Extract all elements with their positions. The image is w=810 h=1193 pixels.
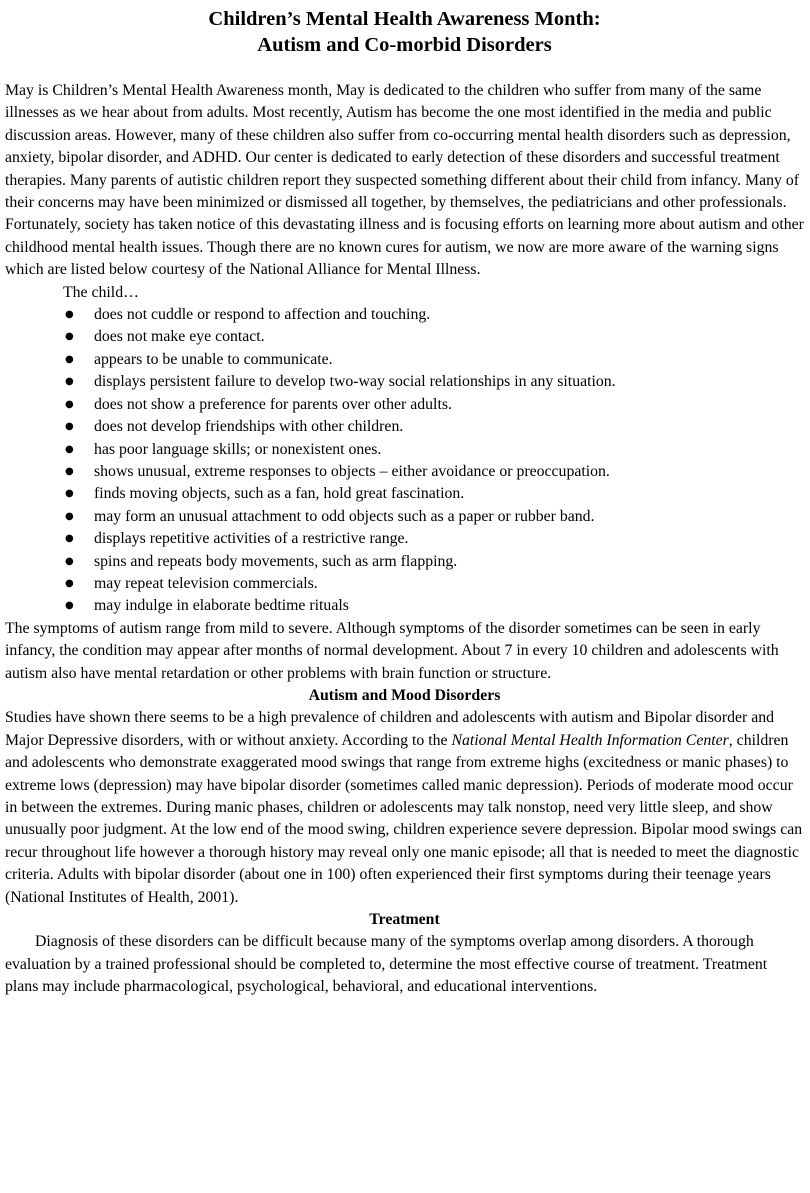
mood-text-part-1: Studies have shown there seems to be a high prevalence of children and adolescents with autism and Bipolar disorder and Major Depressive disorders, with or without anxiety. According to the bbox=[5, 709, 775, 749]
warning-sign-text: does not show a preference for parents over other adults. bbox=[94, 395, 452, 413]
warning-sign-text: spins and repeats body movements, such as arm flapping. bbox=[94, 552, 458, 570]
treatment-heading: Treatment bbox=[369, 911, 440, 929]
warning-sign-item bbox=[5, 551, 804, 573]
warning-sign-item bbox=[5, 349, 804, 371]
bullet-icon: ● bbox=[65, 533, 74, 545]
warning-sign-text: displays repetitive activities of a restrictive range. bbox=[94, 530, 409, 548]
warning-sign-text: may repeat television commercials. bbox=[94, 574, 318, 592]
bullet-icon: ● bbox=[65, 465, 74, 477]
bullet-icon: ● bbox=[65, 555, 74, 567]
bullet-icon: ● bbox=[65, 353, 74, 365]
warning-sign-item bbox=[5, 326, 804, 348]
warning-sign-text: does not make eye contact. bbox=[94, 328, 265, 346]
warning-sign-text: may indulge in elaborate bedtime rituals bbox=[94, 597, 349, 615]
warning-sign-text: displays persistent failure to develop two-way social relationships in any situation. bbox=[94, 373, 616, 391]
title-line-2: Autism and Co-morbid Disorders bbox=[257, 34, 552, 56]
mood-text-part-2: , children and adolescents who demonstrate exaggerated mood swings that range from extreme highs (excitedness or manic phases) to extreme lows (depression) may have bipolar disorder (sometimes called manic depression). Periods of moderate mood occur in between the extremes. During manic phases, children or adolescents may talk nonstop, need very little sleep, and show unusually poor judgment. At the low end of the mood swing, children experience severe depression. Bipolar mood swings can recur throughout life however a thorough history may reveal only one manic episode; all that is needed to meet the diagnostic criteria. Adults with bipolar disorder (about one in 100) often experienced their first symptoms during their teenage years (National Institutes of Health, 2001). bbox=[5, 731, 803, 906]
warning-signs-list bbox=[5, 304, 804, 618]
warning-sign-item bbox=[5, 416, 804, 438]
bullet-icon: ● bbox=[65, 398, 74, 410]
bullet-icon: ● bbox=[65, 421, 74, 433]
title-spacer bbox=[5, 58, 804, 80]
warning-sign-text: appears to be unable to communicate. bbox=[94, 350, 333, 368]
warning-sign-text: has poor language skills; or nonexistent ones. bbox=[94, 440, 382, 458]
bullet-icon: ● bbox=[65, 331, 74, 343]
treatment-paragraph: Diagnosis of these disorders can be difficult because many of the symptoms overlap among disorders. A thorough evaluation by a trained professional should be completed to, determine the most effective course of treatment. Treatment plans may include pharmacological, psychological, behavioral, and educational interventions. bbox=[5, 933, 768, 996]
mood-source-citation: National Mental Health Information Center bbox=[451, 731, 729, 749]
warning-sign-item bbox=[5, 461, 804, 483]
warning-sign-text: finds moving objects, such as a fan, hold great fascination. bbox=[94, 485, 465, 503]
bullet-icon: ● bbox=[65, 577, 74, 589]
bullet-icon: ● bbox=[65, 510, 74, 522]
bullet-icon: ● bbox=[65, 309, 74, 321]
bullet-icon: ● bbox=[65, 488, 74, 500]
mood-disorders-paragraph bbox=[5, 707, 804, 909]
warning-sign-item bbox=[5, 483, 804, 505]
mood-disorders-heading: Autism and Mood Disorders bbox=[308, 686, 501, 704]
symptoms-paragraph: The symptoms of autism range from mild to severe. Although symptoms of the disorder sometimes can be seen in early infancy, the condition may appear after months of normal development. About 7 in every 10 children and adolescents with autism also have mental retardation or other problems with brain function or structure. bbox=[5, 619, 779, 682]
warning-sign-item bbox=[5, 439, 804, 461]
bullet-icon: ● bbox=[65, 443, 74, 455]
list-lead: The child… bbox=[63, 283, 139, 301]
warning-sign-item bbox=[5, 595, 804, 617]
bullet-icon: ● bbox=[65, 600, 74, 612]
warning-sign-item bbox=[5, 394, 804, 416]
warning-sign-text: may form an unusual attachment to odd objects such as a paper or rubber band. bbox=[94, 507, 595, 525]
warning-sign-item bbox=[5, 528, 804, 550]
warning-sign-item bbox=[5, 573, 804, 595]
bullet-icon: ● bbox=[65, 376, 74, 388]
warning-sign-text: shows unusual, extreme responses to objects – either avoidance or preoccupation. bbox=[94, 462, 610, 480]
warning-sign-text: does not develop friendships with other children. bbox=[94, 418, 404, 436]
warning-sign-item bbox=[5, 304, 804, 326]
intro-paragraph: May is Children’s Mental Health Awareness month, May is dedicated to the children who suffer from many of the same illnesses as we hear about from adults. Most recently, Autism has become the one most identified in the media and public discussion areas. However, many of these children also suffer from co-occurring mental health disorders such as depression, anxiety, bipolar disorder, and ADHD. Our center is dedicated to early detection of these disorders and successful treatment therapies. Many parents of autistic children report they suspected something different about their child from infancy. Many of their concerns may have been minimized or dismissed all together, by themselves, the pediatricians and other professionals. Fortunately, society has taken notice of this devastating illness and is focusing efforts on learning more about autism and other childhood mental health issues. Though there are no known cures for autism, we now are more aware of the warning signs which are listed below courtesy of the National Alliance for Mental Illness. bbox=[5, 82, 804, 279]
document-title bbox=[5, 6, 804, 58]
warning-sign-text: does not cuddle or respond to affection and touching. bbox=[94, 306, 431, 324]
warning-sign-item bbox=[5, 506, 804, 528]
title-line-1: Children’s Mental Health Awareness Month: bbox=[208, 8, 601, 30]
warning-sign-item bbox=[5, 371, 804, 393]
